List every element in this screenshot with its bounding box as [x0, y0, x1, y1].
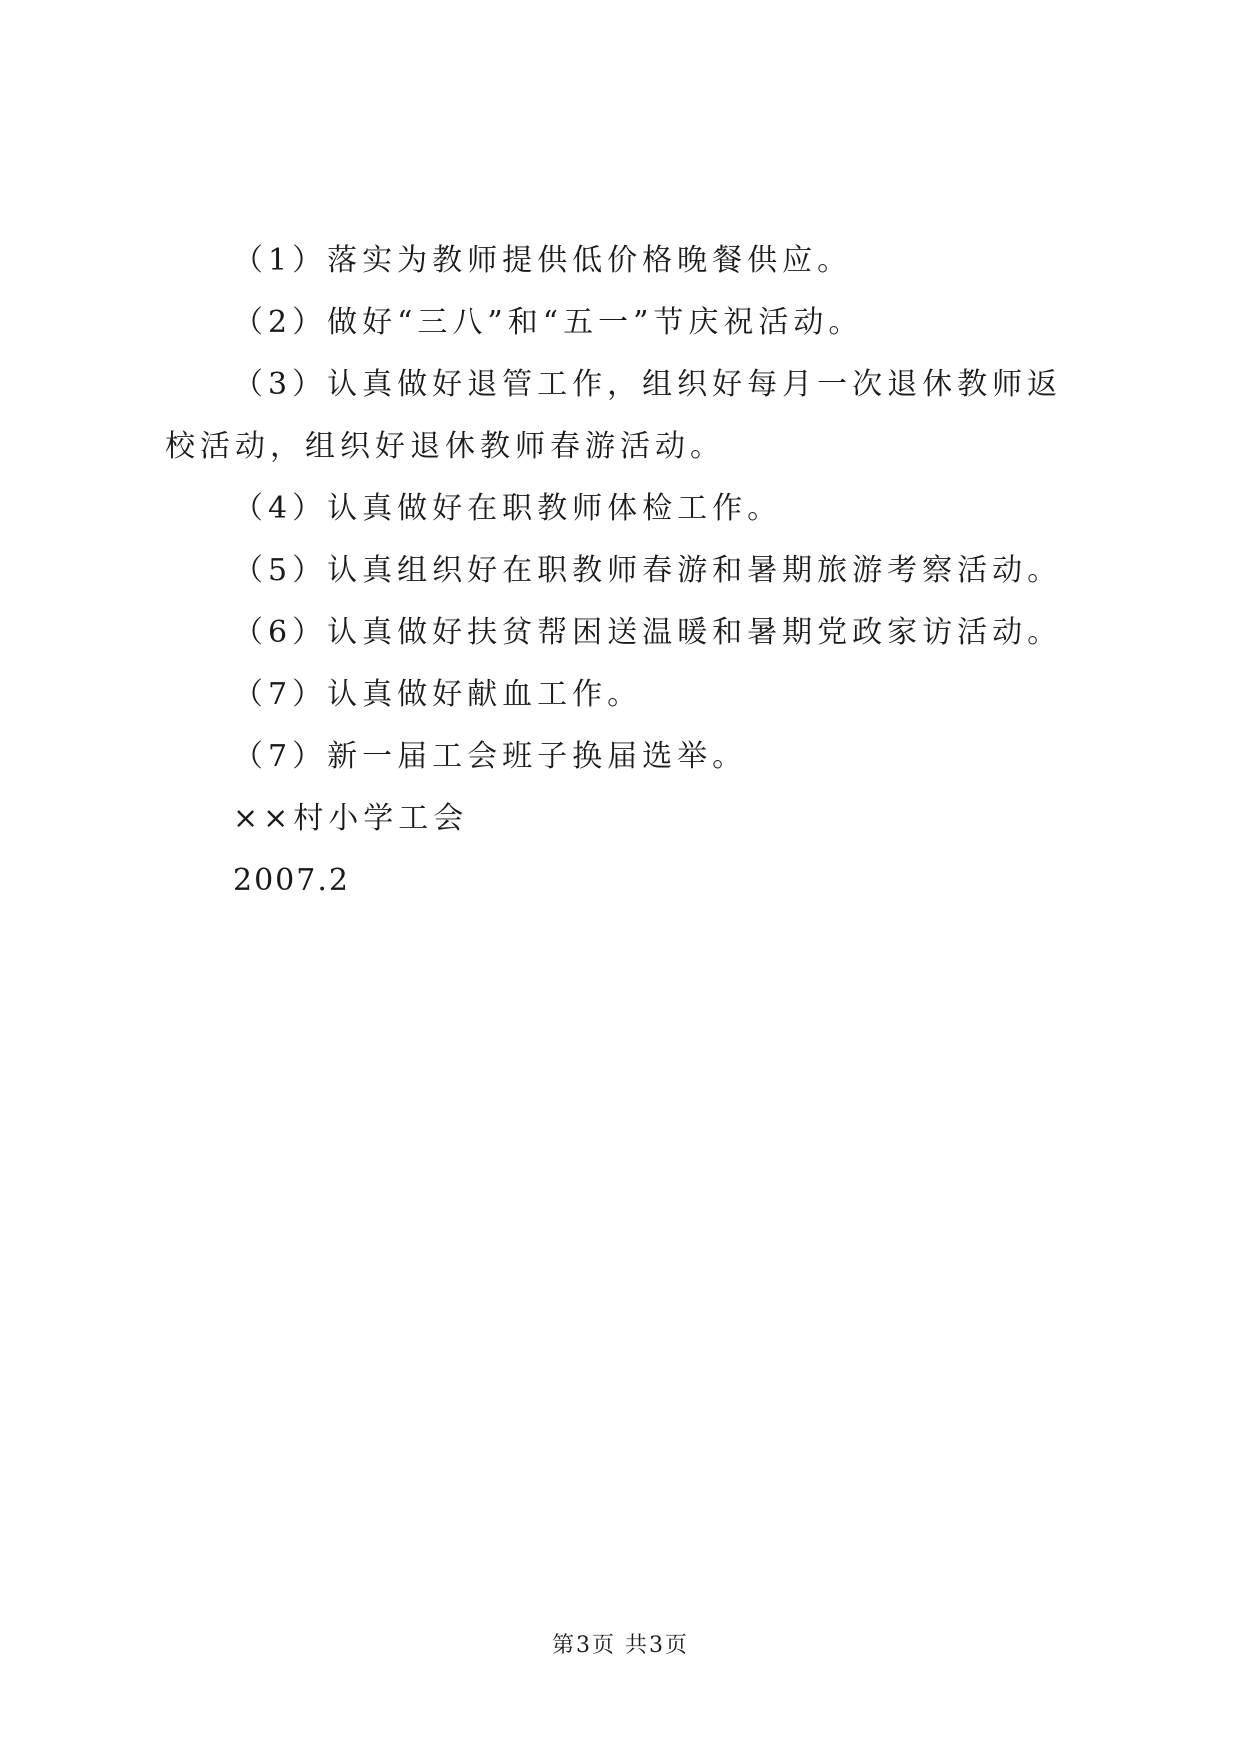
list-item: （2）做好“三八”和“五一”节庆祝活动。: [233, 305, 864, 340]
list-item: （5）认真组织好在职教师春游和暑期旅游考察活动。: [233, 553, 1063, 588]
document-body: [165, 230, 1090, 912]
list-item: （7）认真做好献血工作。: [233, 677, 643, 712]
list-item: （3）认真做好退管工作，组织好每月一次退休教师返校活动，组织好退休教师春游活动。: [165, 367, 1063, 464]
document-date: 2007.2: [233, 863, 350, 898]
signature: ××村小学工会: [233, 801, 469, 836]
list-item: （7）新一届工会班子换届选举。: [233, 739, 748, 774]
list-item: （1）落实为教师提供低价格晚餐供应。: [233, 243, 853, 278]
list-item: （4）认真做好在职教师体检工作。: [233, 491, 783, 526]
page-footer: 第3页 共3页: [552, 1633, 689, 1658]
list-item: （6）认真做好扶贫帮困送温暖和暑期党政家访活动。: [233, 615, 1063, 650]
